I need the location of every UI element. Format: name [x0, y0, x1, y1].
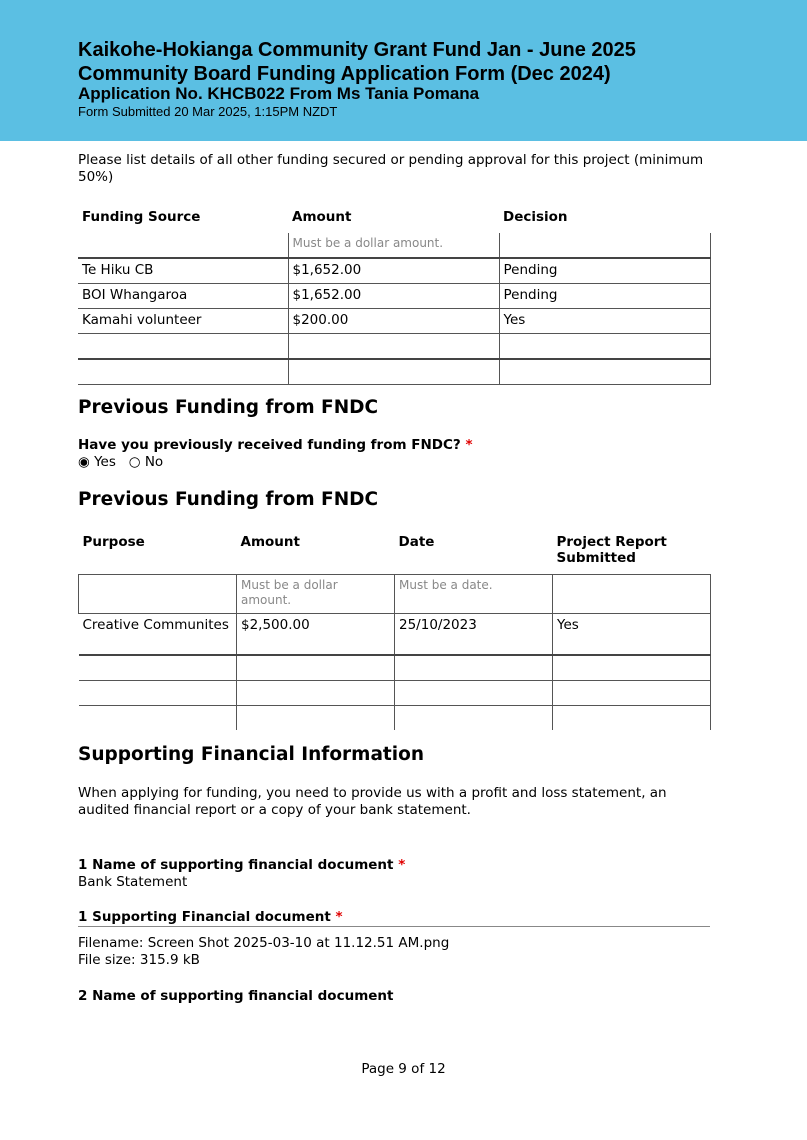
question-text: Have you previously received funding from FNDC? [78, 437, 461, 453]
funding-source-cell: Kamahi volunteer [78, 309, 288, 334]
question-label [78, 988, 393, 1004]
empty-cell [78, 334, 288, 360]
table-row [78, 359, 710, 385]
hint-cell: Must be a date. [395, 575, 553, 614]
empty-cell [288, 334, 499, 360]
column-header: Project Report Submitted [556, 534, 667, 566]
hint-cell [79, 575, 237, 614]
table-row [79, 655, 711, 681]
empty-cell [78, 359, 288, 385]
question-text: 2 Name of supporting financial document [78, 988, 394, 1004]
column-header: Amount [292, 209, 352, 225]
column-header: Purpose [82, 534, 145, 550]
empty-cell [553, 655, 711, 681]
form-subtitle: Community Board Funding Application Form (Dec 2024) [78, 63, 611, 85]
hint-cell: Must be a dollar amount. [237, 575, 395, 614]
decision-cell: Pending [499, 284, 710, 309]
table-row [78, 284, 710, 309]
purpose-cell: Creative Communites [79, 614, 237, 656]
decision-cell: Yes [499, 309, 710, 334]
required-asterisk: * [335, 909, 343, 925]
divider [78, 926, 710, 927]
table-header-row [78, 205, 710, 233]
empty-cell [79, 706, 237, 731]
table-hint-row [78, 233, 710, 258]
empty-cell [288, 359, 499, 385]
previous-funding-table [78, 531, 711, 730]
empty-cell [237, 706, 395, 731]
funding-source-cell: BOI Whangaroa [78, 284, 288, 309]
table-row [79, 681, 711, 706]
page-number: Page 9 of 12 [361, 1061, 446, 1077]
doc1-filesize: File size: 315.9 kB [78, 952, 200, 968]
form-title: Kaikohe-Hokianga Community Grant Fund Jan - June 2025 [78, 39, 636, 61]
amount-cell: $1,652.00 [288, 284, 499, 309]
empty-cell [499, 359, 710, 385]
empty-cell [395, 706, 553, 731]
required-asterisk: * [465, 437, 473, 453]
hint-cell [553, 575, 711, 614]
amount-cell: $2,500.00 [237, 614, 395, 656]
supporting-intro: When applying for funding, you need to provide us with a profit and loss statement, an audited financial report or a copy of your bank statement. [78, 785, 667, 818]
question-text: 1 Supporting Financial document [78, 909, 331, 925]
question-label [78, 909, 343, 925]
table-header-row [79, 531, 711, 575]
date-cell: 25/10/2023 [395, 614, 553, 656]
report-cell: Yes [553, 614, 711, 656]
doc1-name-value: Bank Statement [78, 874, 188, 890]
column-header: Amount [240, 534, 300, 550]
amount-cell: $1,652.00 [288, 258, 499, 284]
empty-cell [237, 681, 395, 706]
radio-yes-label: Yes [94, 454, 116, 470]
radio-unselected-icon[interactable]: ○ [128, 454, 141, 470]
empty-cell [395, 681, 553, 706]
doc1-filename: Filename: Screen Shot 2025-03-10 at 11.12.51 AM.png [78, 935, 450, 951]
amount-cell: $200.00 [288, 309, 499, 334]
other-funding-intro: Please list details of all other funding secured or pending approval for this project (minimum 50%) [78, 152, 704, 185]
hint-cell [499, 233, 710, 258]
table-row [78, 309, 710, 334]
hint-cell: Must be a dollar amount. [288, 233, 499, 258]
radio-no-label: No [144, 454, 164, 470]
radio-selected-icon[interactable]: ◉ [78, 454, 90, 470]
hint-cell [78, 233, 288, 258]
column-header: Funding Source [82, 209, 201, 225]
column-header: Date [398, 534, 435, 550]
section-heading: Previous Funding from FNDC [78, 489, 379, 510]
question-label [78, 857, 405, 873]
table-hint-row [79, 575, 711, 614]
column-header: Decision [503, 209, 568, 225]
empty-cell [553, 706, 711, 731]
empty-cell [237, 655, 395, 681]
section-heading: Previous Funding from FNDC [78, 397, 379, 418]
question-text: 1 Name of supporting financial document [78, 857, 394, 873]
empty-cell [79, 655, 237, 681]
empty-cell [395, 655, 553, 681]
application-number: Application No. KHCB022 From Ms Tania Pomana [78, 84, 480, 103]
radio-group [78, 454, 163, 470]
empty-cell [79, 681, 237, 706]
table-row [79, 614, 711, 656]
required-asterisk: * [398, 857, 406, 873]
page-header [0, 0, 807, 141]
funding-source-cell: Te Hiku CB [78, 258, 288, 284]
other-funding-table [78, 205, 711, 385]
empty-cell [499, 334, 710, 360]
table-row [79, 706, 711, 731]
question-label [78, 437, 473, 453]
decision-cell: Pending [499, 258, 710, 284]
table-row [78, 334, 710, 360]
section-heading: Supporting Financial Information [78, 744, 424, 765]
table-row [78, 258, 710, 284]
empty-cell [553, 681, 711, 706]
submitted-timestamp: Form Submitted 20 Mar 2025, 1:15PM NZDT [78, 104, 338, 119]
